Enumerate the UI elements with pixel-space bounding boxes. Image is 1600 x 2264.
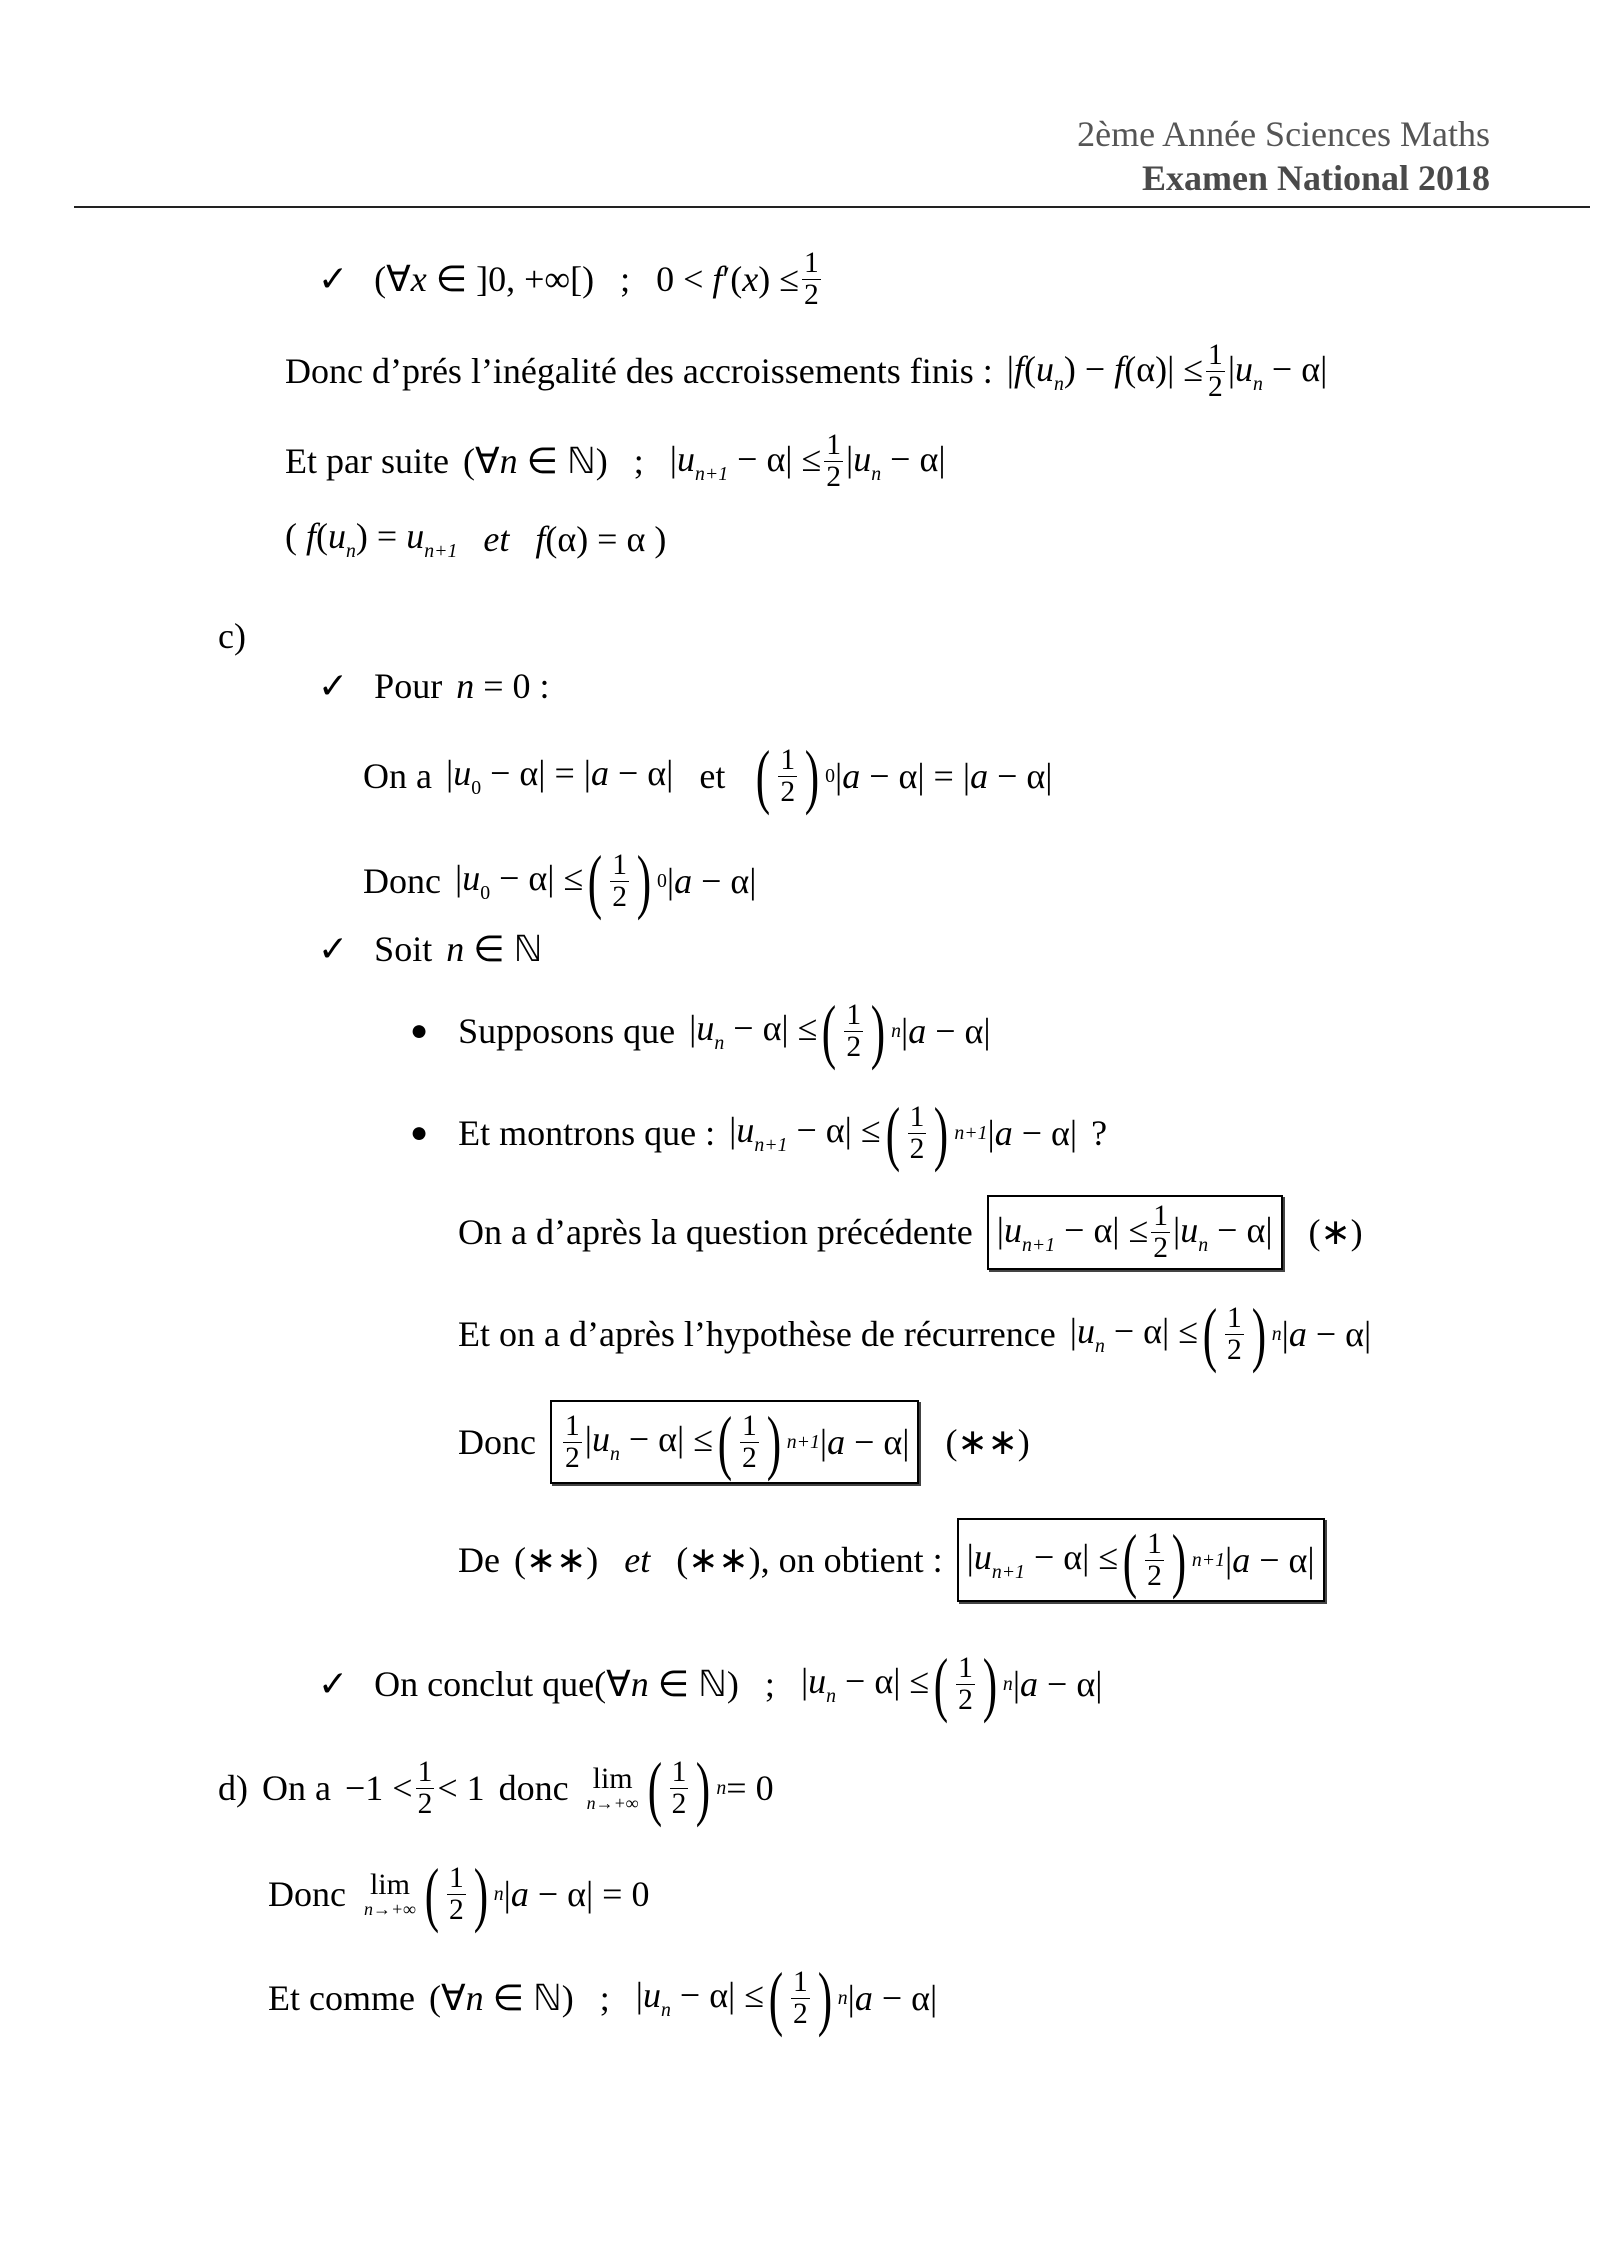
et-par-suite-text: Et par suite (285, 441, 449, 482)
consequence-line: Et par suite (∀n ∈ ℕ) ; $|u_{n+1} - \alpha|$ ≤ $\frac{1}{2}$ $|u_n - \alpha|$ (285, 429, 946, 493)
part-d-line: d) On a −1 < $\frac{1}{2}$ < 1 donc lim n→+∞ ( $\frac{1}{2}$ ) n = 0 (218, 1748, 774, 1828)
check-icon: ✓ (318, 929, 349, 969)
mvt-text: Donc d’prés l’inégalité des accroissements finis : (285, 351, 993, 392)
conclusion-line: ✓ On conclut que (∀n ∈ ℕ) ; $|u_n - \alpha|$ ≤ ( $\frac{1}{2}$ ) n |a − α| (318, 1644, 1103, 1724)
base-case-conclusion: Donc $|u_0 - \alpha|$ ≤ ( $\frac{1}{2}$ ) 0 |a − α| (363, 841, 757, 921)
page-header (1077, 112, 1490, 200)
derivative-bound-line: ✓ (∀x ∈ ]0, +∞[) ; 0 < f′(x) ≤ $\frac{1}{2}$ (318, 247, 819, 311)
base-case-computation: On a $|u_0 - \alpha| = |a - \alpha|$ et ( $\frac{1}{2}$ ) 0 |a − α| = |a − α| (363, 736, 1053, 816)
check-icon: ✓ (318, 259, 349, 300)
et-italic: et (483, 518, 510, 559)
check-icon: ✓ (318, 666, 349, 706)
combination-line: De (∗∗) et (∗∗) , on obtient : $|u_{n+1} - \alpha|$ ≤ ( $\frac{1}{2}$ ) n+1 |a − α| (458, 1518, 1325, 1602)
boxed-inequality-1: $|u_{n+1} - \alpha|$ ≤ $\frac{1}{2}$ $|u_n - \alpha|$ (987, 1195, 1283, 1270)
part-c-label: c) (218, 616, 246, 656)
star-label: (∗) (1308, 1212, 1363, 1253)
note-line: ( $f(u_n) = u_{n+1}$ et f(α) = α ) (285, 516, 667, 562)
check-icon: ✓ (318, 1664, 349, 1704)
limit-product-line: Donc lim n→+∞ ( $\frac{1}{2}$ ) n |a − α| = 0 (268, 1854, 650, 1934)
mvt-line: Donc d’prés l’inégalité des accroissements finis : $|f(u_n) - f(\alpha)|$ ≤ $\frac{1}{2}$ $|u_n - \alpha|$ (285, 339, 1328, 403)
header-title: Examen National 2018 (1141, 158, 1490, 198)
bullet-icon: ● (410, 1014, 429, 1047)
hypothesis-line: ● Supposons que $|u_n - \alpha|$ ≤ ( $\frac{1}{2}$ ) n |a − α| (410, 991, 991, 1071)
header-divider (74, 206, 1590, 208)
previous-question-line: On a d’après la question précédente $|u_{n+1} - \alpha|$ ≤ $\frac{1}{2}$ $|u_n - \alpha|$ (∗) (458, 1195, 1363, 1270)
bullet-icon: ● (410, 1116, 429, 1149)
goal-line: ● Et montrons que : $|u_{n+1} - \alpha|$ ≤ ( $\frac{1}{2}$ ) n+1 |a − α| ? (410, 1093, 1108, 1173)
multiplied-inequality-line: Donc $\frac{1}{2}$ $|u_n - \alpha|$ ≤ ( $\frac{1}{2}$ ) n+1 |a − α| (∗∗) (458, 1402, 1030, 1482)
induction-hypothesis-line: Et on a d’après l’hypothèse de récurrence $|u_n - \alpha|$ ≤ ( $\frac{1}{2}$ ) n |a − α| (458, 1294, 1372, 1374)
part-d-label: d) (218, 1768, 248, 1808)
induction-step-line: ✓ Soit n ∈ ℕ (318, 929, 543, 969)
double-star-label: (∗∗) (945, 1422, 1030, 1462)
boxed-inequality-2: $\frac{1}{2}$ $|u_n - \alpha|$ ≤ ( $\frac{1}{2}$ ) n+1 |a − α| (550, 1400, 919, 1484)
boxed-inequality-3: $|u_{n+1} - \alpha|$ ≤ ( $\frac{1}{2}$ ) n+1 |a − α| (957, 1518, 1325, 1602)
et-comme-line: Et comme (∀n ∈ ℕ) ; $|u_n - \alpha|$ ≤ ( $\frac{1}{2}$ ) n |a − α| (268, 1958, 938, 2038)
base-case-line: ✓ Pour n = 0 : (318, 666, 550, 706)
header-subtitle: 2ème Année Sciences Maths (1077, 114, 1490, 154)
